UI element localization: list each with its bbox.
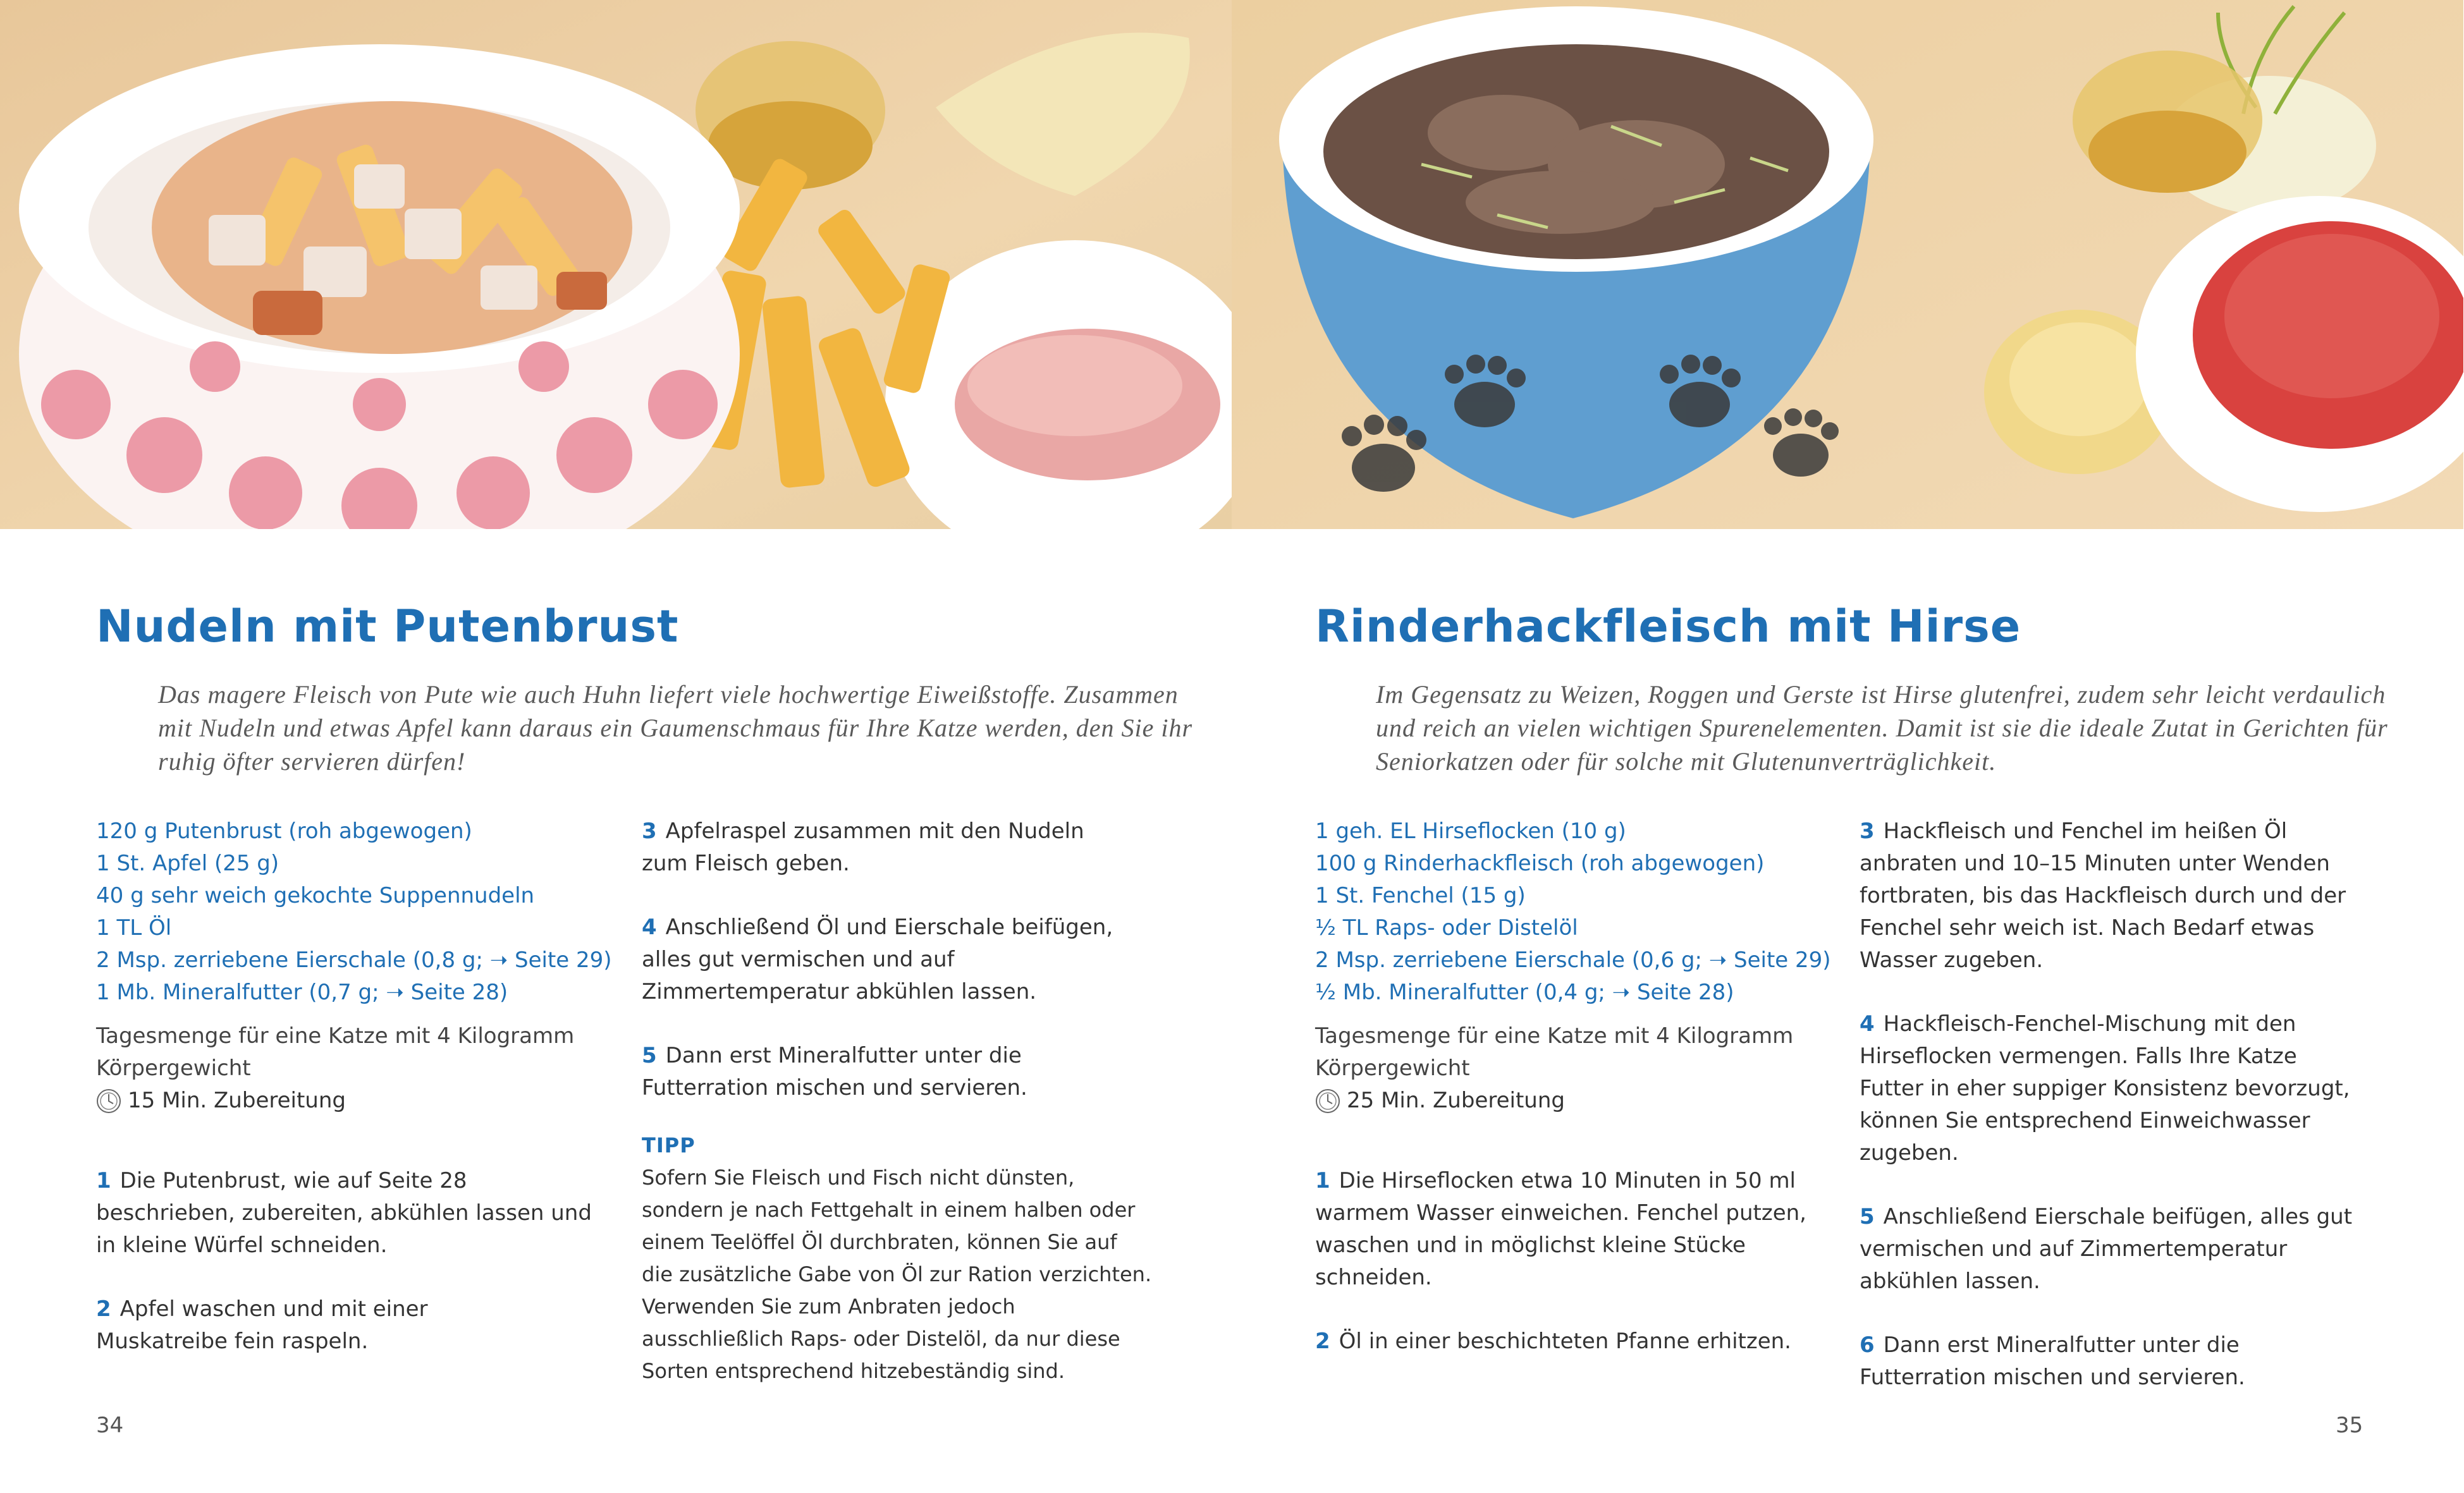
prep-time (96, 1085, 602, 1117)
step-text: Dann erst Mineralfutter unter die Futterration mischen und servieren. (1860, 1332, 2245, 1390)
photo-beef-millet (1232, 0, 2463, 529)
step-text: Die Hirseflocken etwa 10 Minuten in 50 ml warmem Wasser einweichen. Fenchel putzen, waschen und in möglichst kleine Stücke schneiden. (1315, 1168, 1806, 1290)
step-number: 2 (96, 1296, 111, 1322)
step-number: 5 (1860, 1204, 1875, 1229)
step-text: Hackfleisch und Fenchel im heißen Öl anbraten und 10–15 Minuten unter Wenden fortbraten, bis das Hackfleisch durch und der Fenchel sehr weich ist. Nach Bedarf etwas Wasser zugeben. (1860, 819, 2346, 973)
step-number: 6 (1860, 1332, 1875, 1358)
recipe-title: Nudeln mit Putenbrust (96, 600, 679, 652)
step-text: Apfelraspel zusammen mit den Nudeln zum Fleisch geben. (642, 819, 1084, 876)
step-number: 5 (642, 1043, 657, 1068)
step-number: 4 (1860, 1011, 1875, 1037)
photo-pasta-turkey (0, 0, 1232, 529)
step-number: 4 (642, 915, 657, 940)
step-text: Hackfleisch-Fenchel-Mischung mit den Hirseflocken vermengen. Falls Ihre Katze Futter in eher suppiger Konsistenz bevorzugt, können Sie entsprechend Einweichwasser zugeben. (1860, 1011, 2350, 1166)
ingredient-item: ½ TL Raps- oder Distelöl (1315, 915, 1578, 941)
step-1 (1315, 1165, 1834, 1294)
step-1 (96, 1165, 602, 1262)
step-text: Anschließend Öl und Eierschale beifügen, alles gut vermischen und auf Zimmertemperatur abkühlen lassen. (642, 915, 1113, 1004)
step-number: 3 (642, 819, 657, 844)
step-4 (642, 911, 1148, 1008)
ingredients-column (96, 815, 612, 1358)
recipe-intro: Im Gegensatz zu Weizen, Roggen und Gerste ist Hirse glutenfrei, zudem sehr leicht verdaulich und reich an vielen wichtigen Spurenelementen. Damit ist sie die ideale Zutat in Gerichten für Seniorkatzen oder für solche mit Glutenunverträglichkeit. (1376, 680, 2388, 776)
step-number: 2 (1315, 1329, 1330, 1354)
ingredient-item: 1 Mb. Mineralfutter (0,7 g; ➝ Seite 28) (96, 980, 508, 1005)
step-3 (1860, 815, 2365, 977)
step-text: Apfel waschen und mit einer Muskatreibe fein raspeln. (96, 1296, 428, 1354)
ingredient-item: 1 St. Fenchel (15 g) (1315, 883, 1526, 908)
step-5 (1860, 1201, 2365, 1298)
ingredient-item: ½ Mb. Mineralfutter (0,4 g; ➝ Seite 28) (1315, 980, 1734, 1005)
right-page (1232, 0, 2463, 1493)
ingredient-item: 120 g Putenbrust (roh abgewogen) (96, 819, 472, 844)
tipp-heading: TIPP (642, 1133, 696, 1157)
ingredient-item: 2 Msp. zerriebene Eierschale (0,6 g; ➝ Seite 29) (1315, 948, 1831, 973)
step-3 (642, 815, 1122, 880)
ingredient-item: 40 g sehr weich gekochte Suppennudeln (96, 883, 535, 908)
step-5 (642, 1040, 1148, 1104)
ingredient-item: 1 TL Öl (96, 915, 172, 941)
clock-icon (1315, 1088, 1340, 1114)
page-number: 35 (2336, 1413, 2363, 1438)
steps-column (1860, 815, 2365, 1394)
daily-amount: Tagesmenge für eine Katze mit 4 Kilogramm Körpergewicht (1315, 1023, 1794, 1081)
tipp-text: Sofern Sie Fleisch und Fisch nicht dünsten, sondern je nach Fettgehalt in einem halben oder einem Teelöffel Öl durchbraten, können Sie auf die zusätzliche Gabe von Öl zur Ration verzichten. Verwenden Sie zum Anbraten jedoch ausschließlich Raps- oder Distelöl, da nur diese Sorten entsprechend hitzebeständig sind. (642, 1166, 1152, 1383)
ingredient-list (96, 815, 612, 1009)
steps-column (642, 815, 1152, 1387)
prep-time (1315, 1085, 1821, 1117)
ingredient-item: 1 geh. EL Hirseflocken (10 g) (1315, 819, 1626, 844)
step-text: Anschließend Eierschale beifügen, alles gut vermischen und auf Zimmertemperatur abkühlen lassen. (1860, 1204, 2353, 1294)
ingredient-item: 2 Msp. zerriebene Eierschale (0,8 g; ➝ Seite 29) (96, 948, 612, 973)
ingredient-item: 1 St. Apfel (25 g) (96, 851, 279, 876)
page-number: 34 (96, 1413, 124, 1438)
daily-amount: Tagesmenge für eine Katze mit 4 Kilogramm Körpergewicht (96, 1023, 575, 1081)
ingredient-item: 100 g Rinderhackfleisch (roh abgewogen) (1315, 851, 1765, 876)
ingredients-column (1315, 815, 1831, 1358)
step-text: Öl in einer beschichteten Pfanne erhitzen. (1339, 1329, 1791, 1354)
ingredient-list (1315, 815, 1831, 1009)
step-text: Die Putenbrust, wie auf Seite 28 beschrieben, zubereiten, abkühlen lassen und in kleine Würfel schneiden. (96, 1168, 592, 1258)
step-number: 1 (1315, 1168, 1330, 1193)
step-text: Dann erst Mineralfutter unter die Futterration mischen und servieren. (642, 1043, 1027, 1100)
recipe-intro: Das magere Fleisch von Pute wie auch Huhn liefert viele hochwertige Eiweißstoffe. Zusammen mit Nudeln und etwas Apfel kann daraus ein Gaumenschmaus für Ihre Katze werden, den Sie ihr ruhig öfter servieren dürfen! (158, 680, 1193, 776)
prep-time-text: 25 Min. Zubereitung (1347, 1088, 1565, 1113)
step-2 (1315, 1325, 1834, 1358)
step-4 (1860, 1008, 2365, 1169)
clock-icon (96, 1088, 121, 1114)
step-number: 1 (96, 1168, 111, 1193)
step-number: 3 (1860, 819, 1875, 844)
step-2 (96, 1293, 564, 1358)
step-6 (1860, 1329, 2365, 1394)
recipe-title: Rinderhackfleisch mit Hirse (1315, 600, 2021, 652)
prep-time-text: 15 Min. Zubereitung (128, 1088, 346, 1113)
